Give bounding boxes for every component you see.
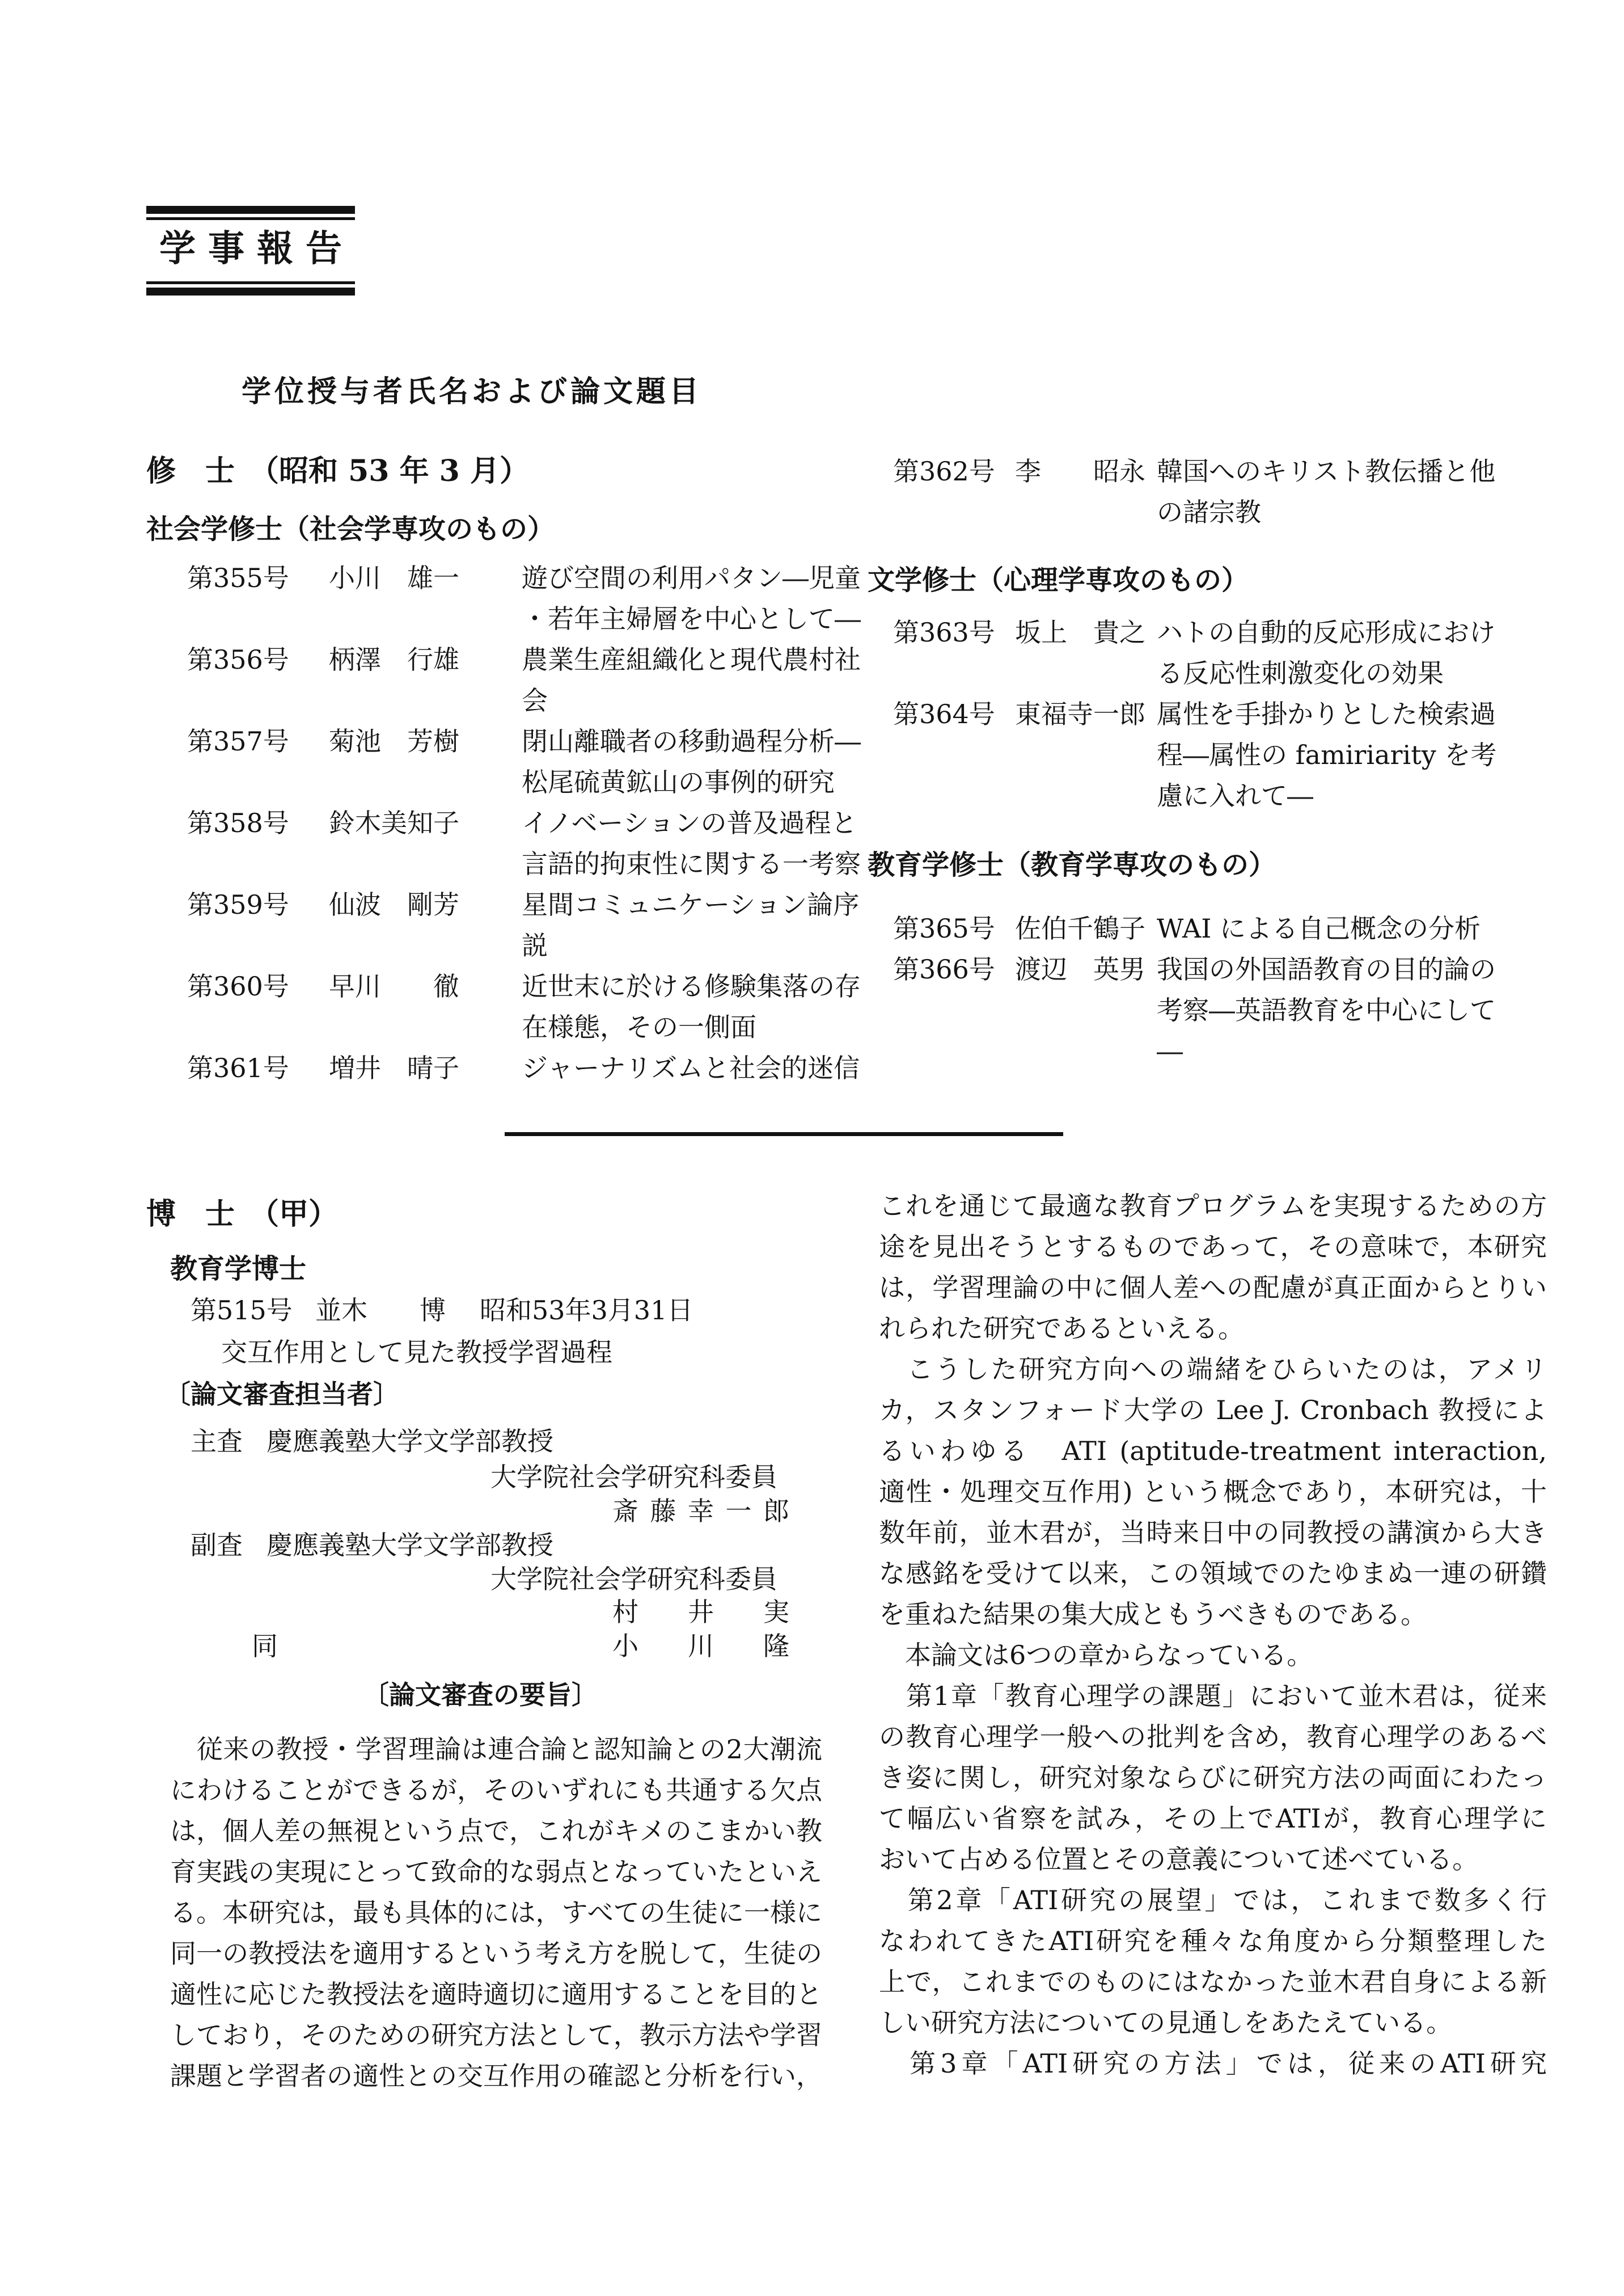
entry-title-line: 属性を手掛かりとした検索過	[1157, 699, 1496, 729]
entry-title-line: ジャーナリズムと社会的迷信	[522, 1053, 860, 1083]
entry-author: 東福寺一郎	[1015, 699, 1145, 729]
review-body-line: 第3章「ATI研究の方法」では，従来のATI研究	[879, 2048, 1547, 2079]
review-body-line: 適性に応じた教授法を適時適切に適用することを目的と	[170, 1979, 822, 2010]
thesis-entry	[893, 612, 1582, 694]
committee-heading: 〔論文審査担当者〕	[164, 1379, 399, 1409]
examiner2-name: 村井実	[612, 1597, 789, 1627]
thesis-entry	[187, 558, 866, 639]
entry-title	[522, 558, 873, 639]
entry-number: 第366号	[893, 954, 995, 985]
entry-title-line: 韓国へのキリスト教伝播と他	[1157, 456, 1496, 487]
review-body-line: 第2章「ATI研究の展望」では，これまで数多く行	[879, 1885, 1547, 1915]
entry-title	[522, 966, 873, 1048]
review-body-line: カ，スタンフォード大学の Lee J. Cronbach 教授によ	[879, 1395, 1547, 1425]
entry-title	[522, 803, 873, 884]
degree-date: 昭和53年3月31日	[480, 1295, 693, 1326]
entry-title-line: 会	[522, 685, 548, 716]
examiner3-role: 同	[252, 1631, 278, 1661]
review-body-line: にわけることができるが，そのいずれにも共通する欠点	[170, 1775, 822, 1805]
review-body-line: の教育心理学一般への批判を含め，教育心理学のあるべ	[879, 1721, 1547, 1752]
header-rule-thin-top	[146, 217, 355, 220]
entry-title-line: 程―属性の famiriarity を考	[1157, 740, 1497, 770]
examiner-role: 副査	[191, 1530, 243, 1560]
entry-number: 第361号	[187, 1053, 289, 1083]
header-rule-thick-bottom	[146, 288, 355, 296]
entry-title-line: 近世末に於ける修験集落の存	[522, 971, 861, 1002]
entry-title-line: ―	[1157, 1036, 1183, 1066]
entry-author: 早川 徹	[329, 971, 459, 1002]
entry-author: 坂上 貴之	[1015, 617, 1145, 648]
education-masters-entries	[893, 908, 1582, 1071]
entry-author: 佐伯千鶴子	[1015, 913, 1145, 944]
review-body-line: しており，そのための研究方法として，教示方法や学習	[170, 2020, 822, 2050]
review-body-line: しい研究方法についての見通しをあたえている。	[879, 2007, 1453, 2038]
entry-number: 第360号	[187, 971, 289, 1002]
masters-right-column	[868, 451, 1582, 1071]
review-body-line: な感銘を受けて以来，この領域でのたゆまぬ一連の研鑽	[879, 1558, 1547, 1589]
entry-title-line: WAI による自己概念の分析	[1157, 913, 1481, 944]
entry-number: 第362号	[893, 456, 995, 487]
review-body-line: るいわゆる ATI (aptitude-treatment interaction,	[879, 1436, 1547, 1466]
review-body-line: る。本研究は，最も具体的には，すべての生徒に一様に	[170, 1897, 822, 1928]
entry-number: 第363号	[893, 617, 995, 648]
review-body-line: て幅広い省察を試み，その上でATIが，教育心理学に	[879, 1803, 1547, 1834]
examiner1-affiliation2: 大学院社会学研究科委員	[490, 1462, 777, 1492]
sociology-masters-entries	[187, 558, 866, 1088]
entry-author: 並木 博	[315, 1295, 446, 1326]
entry-title-line: 言語的拘束性に関する一考察	[522, 849, 861, 879]
thesis-entry	[893, 949, 1582, 1071]
entry-author: 仙波 剛芳	[329, 889, 459, 920]
thesis-entry	[187, 966, 866, 1048]
review-body-line: 上で，これまでのものにはなかった並木君自身による新	[879, 1966, 1547, 1997]
thesis-entry	[893, 694, 1582, 816]
examiner-affiliation: 慶應義塾大学文学部教授	[267, 1530, 553, 1560]
entry-title-line: ハトの自動的反応形成におけ	[1157, 617, 1496, 648]
thesis-entry	[187, 803, 866, 884]
entry-title	[522, 1048, 873, 1088]
entry-author: 菊池 芳樹	[329, 726, 459, 757]
review-body-line: 適性・処理交互作用) という概念であり，本研究は，十	[879, 1476, 1547, 1507]
thesis-entry	[187, 639, 866, 721]
examiner3-name: 小川隆	[612, 1631, 789, 1661]
masters-degree-heading: 修 士 （昭和 53 年 3 月）	[146, 454, 529, 488]
entry-title-line: 農業生産組織化と現代農村社	[522, 644, 861, 675]
review-body-line: 数年前，並木君が，当時来日中の同教授の講演から大き	[879, 1517, 1547, 1548]
education-masters-heading: 教育学修士（教育学専攻のもの）	[868, 849, 1276, 881]
doctorate-thesis-title: 交互作用として見た教授学習過程	[221, 1337, 612, 1368]
entry-title-line: 説	[522, 930, 548, 961]
thesis-entry	[893, 451, 1582, 533]
entry-number: 第515号	[191, 1295, 293, 1326]
review-body-line: 従来の教授・学習理論は連合論と認知論との2大潮流	[170, 1734, 822, 1765]
entry-title	[1157, 694, 1542, 816]
entry-title-line: 在様態，その一側面	[522, 1012, 756, 1043]
entry-number: 第359号	[187, 889, 289, 920]
entry-title-line: の諸宗教	[1157, 497, 1261, 527]
entry-title-line: 考察―英語教育を中心にして	[1157, 995, 1496, 1025]
doctorate-degree-heading: 博 士 （甲）	[146, 1197, 339, 1231]
review-body-line: 途を見出そうとするものであって，その意味で，本研究	[879, 1231, 1547, 1262]
thesis-entry	[893, 908, 1582, 949]
entry-title	[522, 721, 873, 803]
review-body-line: これを通じて最適な教育プログラムを実現するための方	[879, 1191, 1547, 1221]
entry-author: 鈴木美知子	[329, 808, 459, 838]
entry-title-line: る反応性刺激変化の効果	[1157, 658, 1444, 689]
entry-number: 第365号	[893, 913, 995, 944]
examiner2-affiliation2: 大学院社会学研究科委員	[490, 1564, 777, 1594]
entry-number: 第355号	[187, 563, 289, 593]
subtitle: 学位授与者氏名および論文題目	[242, 374, 703, 409]
review-body-line: こうした研究方向への端緒をひらいたのは，アメリ	[879, 1354, 1547, 1385]
entry-title	[522, 884, 873, 966]
review-body-line: 課題と学習者の適性との交互作用の確認と分析を行い，	[170, 2061, 822, 2091]
review-body-line: なわれてきたATI研究を種々な角度から分類整理した	[879, 1926, 1547, 1956]
examiner-role: 主査	[191, 1426, 243, 1457]
review-body-line: れられた研究であるといえる。	[879, 1313, 1244, 1344]
examiner-affiliation: 慶應義塾大学文学部教授	[267, 1426, 553, 1457]
entry-title	[1157, 908, 1542, 949]
entry-title-line: 慮に入れて―	[1157, 780, 1313, 811]
entry-title-line: ・若年主婦層を中心として―	[522, 603, 861, 634]
entry-number: 第364号	[893, 699, 995, 729]
review-body-line: 第1章「教育心理学の課題」において並木君は，従来	[879, 1681, 1547, 1711]
entry-title-line: 閉山離職者の移動過程分析―	[522, 726, 861, 757]
entry-title-line: イノベーションの普及過程と	[522, 808, 857, 838]
page-title: 学事報告	[159, 227, 354, 270]
entry-author: 柄澤 行雄	[329, 644, 459, 675]
entry-author: 増井 晴子	[329, 1053, 459, 1083]
entry-number: 第358号	[187, 808, 289, 838]
entry-title	[522, 639, 873, 721]
review-body-line: 本論文は6つの章からなっている。	[879, 1640, 1313, 1670]
review-body-line: は，学習理論の中に個人差への配慮が真正面からとりい	[879, 1272, 1547, 1303]
header-rule-thick-top	[146, 206, 355, 214]
entry-number: 第356号	[187, 644, 289, 675]
review-body-line: を重ねた結果の集大成ともうべきものである。	[879, 1599, 1427, 1630]
header-rule-thin-bottom	[146, 281, 355, 284]
examiner2-row	[191, 1525, 553, 1562]
thesis-entry	[187, 721, 866, 803]
report-header-box	[146, 206, 355, 296]
entry-title-line: 遊び空間の利用パタン―児童	[522, 563, 861, 593]
section-divider	[505, 1132, 1063, 1136]
entry-author: 小川 雄一	[329, 563, 459, 593]
review-body-line: は，個人差の無視という点で，これがキメのこまかい教	[170, 1816, 822, 1846]
entry-title	[1157, 949, 1542, 1071]
entry-author: 李 昭永	[1015, 456, 1145, 487]
examiner1-name: 斎藤幸一郎	[612, 1496, 789, 1526]
review-body-line: き姿に関し，研究対象ならびに研究方法の両面にわたっ	[879, 1762, 1547, 1793]
sociology-masters-entries-continued	[893, 451, 1582, 533]
literature-masters-entries	[893, 612, 1582, 816]
doctorate-entry	[191, 1290, 693, 1327]
review-body-left-column	[170, 1729, 822, 2096]
review-body-line: おいて占める位置とその意義について述べている。	[879, 1844, 1479, 1875]
review-summary-heading: 〔論文審査の要旨〕	[363, 1679, 598, 1710]
doctorate-field-heading: 教育学博士	[170, 1253, 307, 1285]
review-body-line: 育実践の実現にとって致命的な弱点となっていたといえ	[170, 1856, 822, 1887]
examiner1-row	[191, 1421, 553, 1458]
thesis-entry	[187, 884, 866, 966]
entry-title-line: 松尾硫黄鉱山の事例的研究	[522, 767, 835, 797]
thesis-entry	[187, 1048, 866, 1088]
sociology-masters-heading: 社会学修士（社会学専攻のもの）	[146, 513, 555, 545]
entry-title-line: 我国の外国語教育の目的論の	[1157, 954, 1496, 985]
entry-number: 第357号	[187, 726, 289, 757]
literature-masters-heading: 文学修士（心理学専攻のもの）	[868, 564, 1249, 596]
entry-title-line: 星間コミュニケーション論序	[522, 889, 860, 920]
review-body-line: 同一の教授法を適用するという考え方を脱して，生徒の	[170, 1938, 822, 1969]
masters-left-column	[146, 451, 866, 1088]
entry-author: 渡辺 英男	[1015, 954, 1145, 985]
entry-title	[1157, 612, 1542, 694]
entry-title	[1157, 451, 1542, 533]
review-body-right-column	[879, 1185, 1547, 2084]
